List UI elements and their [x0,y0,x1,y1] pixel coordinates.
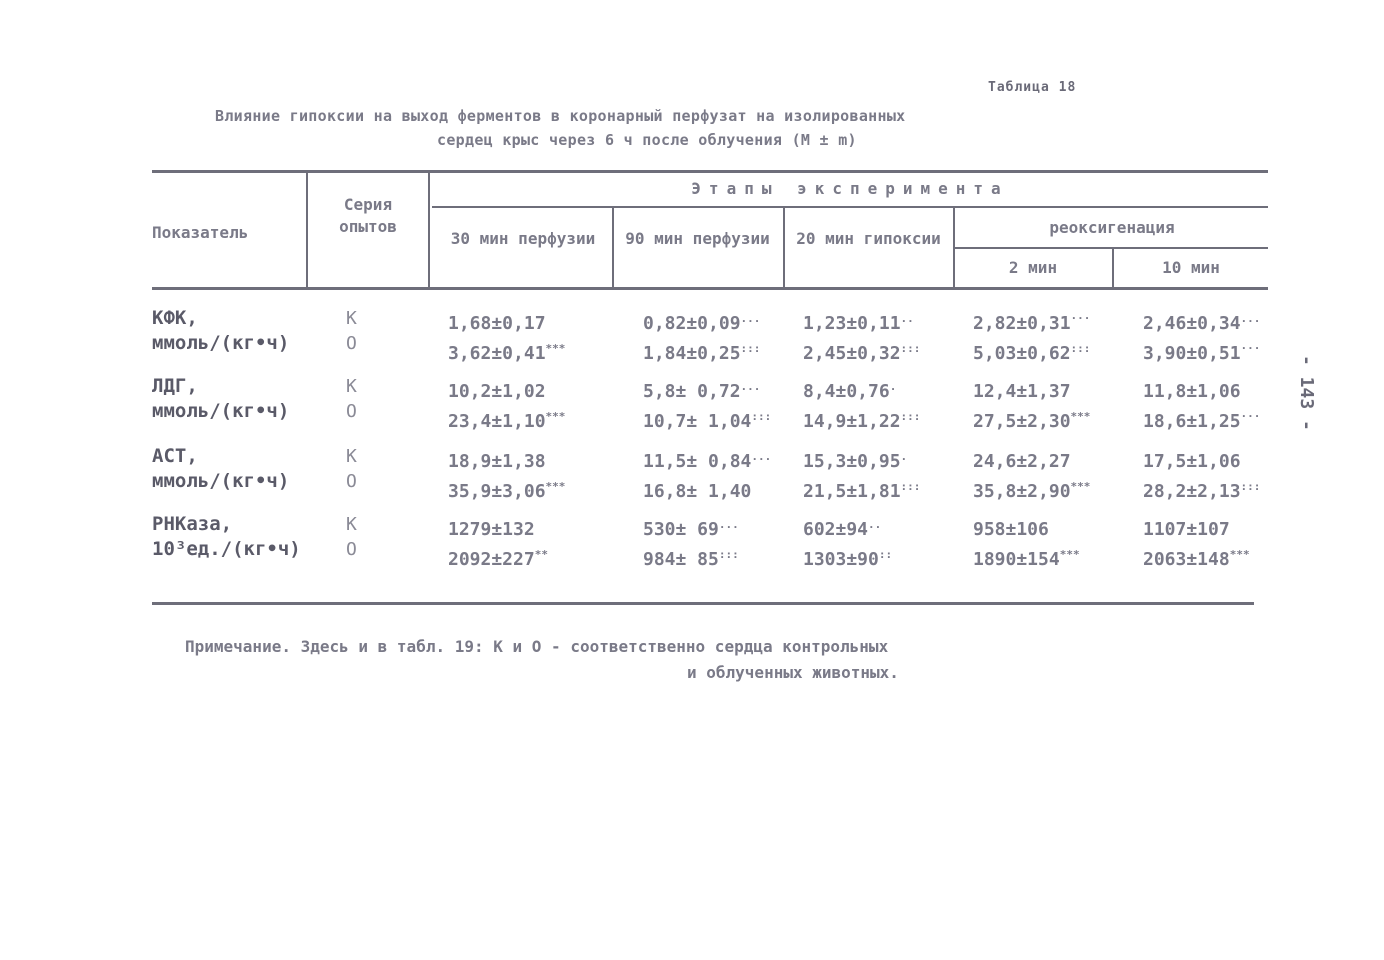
significance-mark: .. [868,518,882,531]
significance-mark: *** [545,342,566,355]
cell-value-line [448,404,565,434]
cell-value: 21,5±1,81 [803,481,901,502]
table-label: Таблица 18 [988,80,1077,95]
col-divider-3 [612,208,614,288]
cell-value-line [803,474,920,504]
cell-value: 10,2±1,02 [448,381,546,402]
significance-mark: ::: [900,410,921,423]
cell-value: 2,46±0,34 [1143,313,1241,334]
table-cell [643,512,739,572]
cell-value-line [803,404,920,434]
cell-value: 12,4±1,37 [973,381,1071,402]
cell-value: 984± 85 [643,549,719,570]
cell-value: 11,8±1,06 [1143,381,1241,402]
cell-value: 958±106 [973,519,1049,540]
col-divider-5 [953,208,955,288]
table-cell [643,374,771,434]
note-line-2: и облученных животных. [687,663,899,682]
row-label-line-2: 10³ед./(кг•ч) [152,538,301,560]
table-cell [803,444,920,504]
cell-value-line [448,512,548,542]
significance-mark: ··· [1240,410,1261,423]
significance-mark: ··· [1070,312,1091,325]
significance-mark: ... [751,450,772,463]
cell-value-line [1143,374,1260,404]
table-cell [973,306,1090,366]
cell-value: 5,03±0,62 [973,343,1071,364]
cell-value-line [973,374,1090,404]
cell-value-line [973,542,1080,572]
cell-value-line [803,374,920,404]
significance-mark: ... [1240,312,1261,325]
cell-value-line [973,404,1090,434]
header-perf30: 30 мин перфузии [450,229,596,248]
series-irradiated: О [346,471,357,492]
cell-value: 18,9±1,38 [448,451,546,472]
cell-value-line [803,444,920,474]
cell-value-line [643,336,760,366]
cell-value-line [643,404,771,434]
cell-value: 3,90±0,51 [1143,343,1241,364]
significance-mark: ::: [740,342,761,355]
table-cell [973,512,1080,572]
significance-mark: ... [740,380,761,393]
significance-mark: . [889,380,897,393]
cell-value: 24,6±2,27 [973,451,1071,472]
row-label-line-1: ЛДГ, [152,375,198,397]
table-note [185,634,899,686]
cell-value-line [973,444,1090,474]
table-cell [1143,306,1260,366]
caption-line-1: Влияние гипоксии на выход ферментов в коронарный перфузат на изолированных [215,107,906,125]
header-stages: Этапы эксперимента [691,179,1009,198]
significance-mark: ::: [1070,342,1091,355]
significance-mark: .. [900,312,914,325]
col-divider-4 [783,208,785,288]
cell-value-line [643,306,760,336]
row-label [152,512,301,562]
series-control: К [346,308,357,329]
header-perf90: 90 мин перфузии [625,229,770,248]
cell-value-line [1143,542,1250,572]
caption-line-2: сердец крыс через 6 ч после облучения (M ± m) [437,131,857,149]
note-line-1: Примечание. Здесь и в табл. 19: К и О - соответственно сердца контрольных [185,637,889,656]
row-series [346,374,357,424]
significance-mark: ::: [718,548,739,561]
cell-value: 35,8±2,90 [973,481,1071,502]
cell-value: 2,45±0,32 [803,343,901,364]
cell-value-line [1143,474,1260,504]
row-series [346,306,357,356]
cell-value: 23,4±1,10 [448,411,546,432]
cell-value-line [643,374,771,404]
table-cell [448,512,548,572]
cell-value-line [1143,404,1260,434]
cell-value-line [643,474,771,504]
cell-value: 27,5±2,30 [973,411,1071,432]
cell-value-line [1143,512,1250,542]
significance-mark: ··· [1240,342,1261,355]
cell-value: 18,6±1,25 [1143,411,1241,432]
header-bottom-rule [152,287,1268,290]
table-bottom-rule [152,602,1254,605]
row-label-line-1: КФК, [152,307,198,329]
row-series [346,444,357,494]
table-cell [643,306,760,366]
table-cell [1143,374,1260,434]
significance-mark: . [900,450,908,463]
significance-mark: ::: [1240,480,1261,493]
significance-mark: ::: [900,480,921,493]
row-label [152,306,289,356]
header-hypox20: 20 мин гипоксии [796,229,941,248]
series-control: К [346,514,357,535]
cell-value-line [973,336,1090,366]
series-irradiated: О [346,333,357,354]
cell-value-line [1143,444,1260,474]
cell-value-line [803,512,892,542]
row-label-line-1: РНКаза, [152,513,233,535]
cell-value-line [448,542,548,572]
cell-value: 17,5±1,06 [1143,451,1241,472]
cell-value: 2092±227 [448,549,535,570]
cell-value: 602±94 [803,519,869,540]
significance-mark: *** [1059,548,1080,561]
significance-mark: ... [740,312,761,325]
cell-value-line [973,512,1080,542]
cell-value: 2,82±0,31 [973,313,1071,334]
series-irradiated: О [346,401,357,422]
cell-value: 3,62±0,41 [448,343,546,364]
row-series [346,512,357,562]
cell-value-line [448,444,565,474]
header-reoxy-10min: 10 мин [1162,258,1220,277]
cell-value-line [973,306,1090,336]
cell-value: 0,82±0,09 [643,313,741,334]
page-number: - 143 - [1296,355,1317,431]
cell-value-line [1143,336,1260,366]
row-label-line-2: ммоль/(кг•ч) [152,332,290,354]
cell-value: 1,68±0,17 [448,313,546,334]
cell-value: 10,7± 1,04 [643,411,752,432]
cell-value: 1,23±0,11 [803,313,901,334]
cell-value-line [803,336,920,366]
cell-value-line [643,512,739,542]
cell-value: 1,84±0,25 [643,343,741,364]
row-label-line-2: ммоль/(кг•ч) [152,400,290,422]
header-series: Серия опытов [339,195,397,236]
cell-value: 1107±107 [1143,519,1230,540]
significance-mark: *** [1229,548,1250,561]
row-label-line-1: АСТ, [152,445,198,467]
cell-value: 1890±154 [973,549,1060,570]
header-indicator: Показатель [152,223,249,242]
header-reoxy: реоксигенация [1049,218,1175,237]
table-cell [448,444,565,504]
table-cell [973,374,1090,434]
cell-value-line [643,444,771,474]
series-control: К [346,376,357,397]
cell-value: 1279±132 [448,519,535,540]
significance-mark: *** [545,410,566,423]
table-cell [1143,444,1260,504]
col-divider-2 [428,172,430,288]
series-irradiated: О [346,539,357,560]
series-control: К [346,446,357,467]
cell-value: 1303±90 [803,549,879,570]
cell-value-line [973,474,1090,504]
cell-value-line [643,542,739,572]
significance-mark: ... [718,518,739,531]
cell-value-line [448,306,565,336]
col-divider-6 [1112,249,1114,288]
cell-value-line [448,474,565,504]
cell-value: 28,2±2,13 [1143,481,1241,502]
stages-rule [432,206,1268,208]
cell-value: 11,5± 0,84 [643,451,752,472]
table-cell [803,512,892,572]
cell-value: 8,4±0,76 [803,381,890,402]
table-cell [448,306,565,366]
table-cell [1143,512,1250,572]
table-cell [643,444,771,504]
cell-value-line [448,336,565,366]
cell-value: 530± 69 [643,519,719,540]
significance-mark: :: [878,548,893,561]
cell-value-line [1143,306,1260,336]
row-label-line-2: ммоль/(кг•ч) [152,470,290,492]
cell-value-line [448,374,565,404]
cell-value-line [803,542,892,572]
row-label [152,374,289,424]
significance-mark: *** [1070,410,1091,423]
significance-mark: ** [534,548,548,561]
table-top-rule [152,170,1268,173]
row-label [152,444,289,494]
significance-mark: *** [545,480,566,493]
table-caption [215,104,1125,152]
cell-value: 2063±148 [1143,549,1230,570]
cell-value: 16,8± 1,40 [643,481,752,502]
cell-value-line [803,306,920,336]
cell-value: 5,8± 0,72 [643,381,741,402]
significance-mark: *** [1070,480,1091,493]
cell-value: 35,9±3,06 [448,481,546,502]
cell-value: 14,9±1,22 [803,411,901,432]
table-cell [803,374,920,434]
significance-mark: ::: [751,410,772,423]
cell-value: 15,3±0,95 [803,451,901,472]
significance-mark: ::: [900,342,921,355]
col-divider-1 [306,172,308,288]
table-cell [448,374,565,434]
table-cell [803,306,920,366]
header-reoxy-2min: 2 мин [1008,258,1058,277]
table-cell [973,444,1090,504]
